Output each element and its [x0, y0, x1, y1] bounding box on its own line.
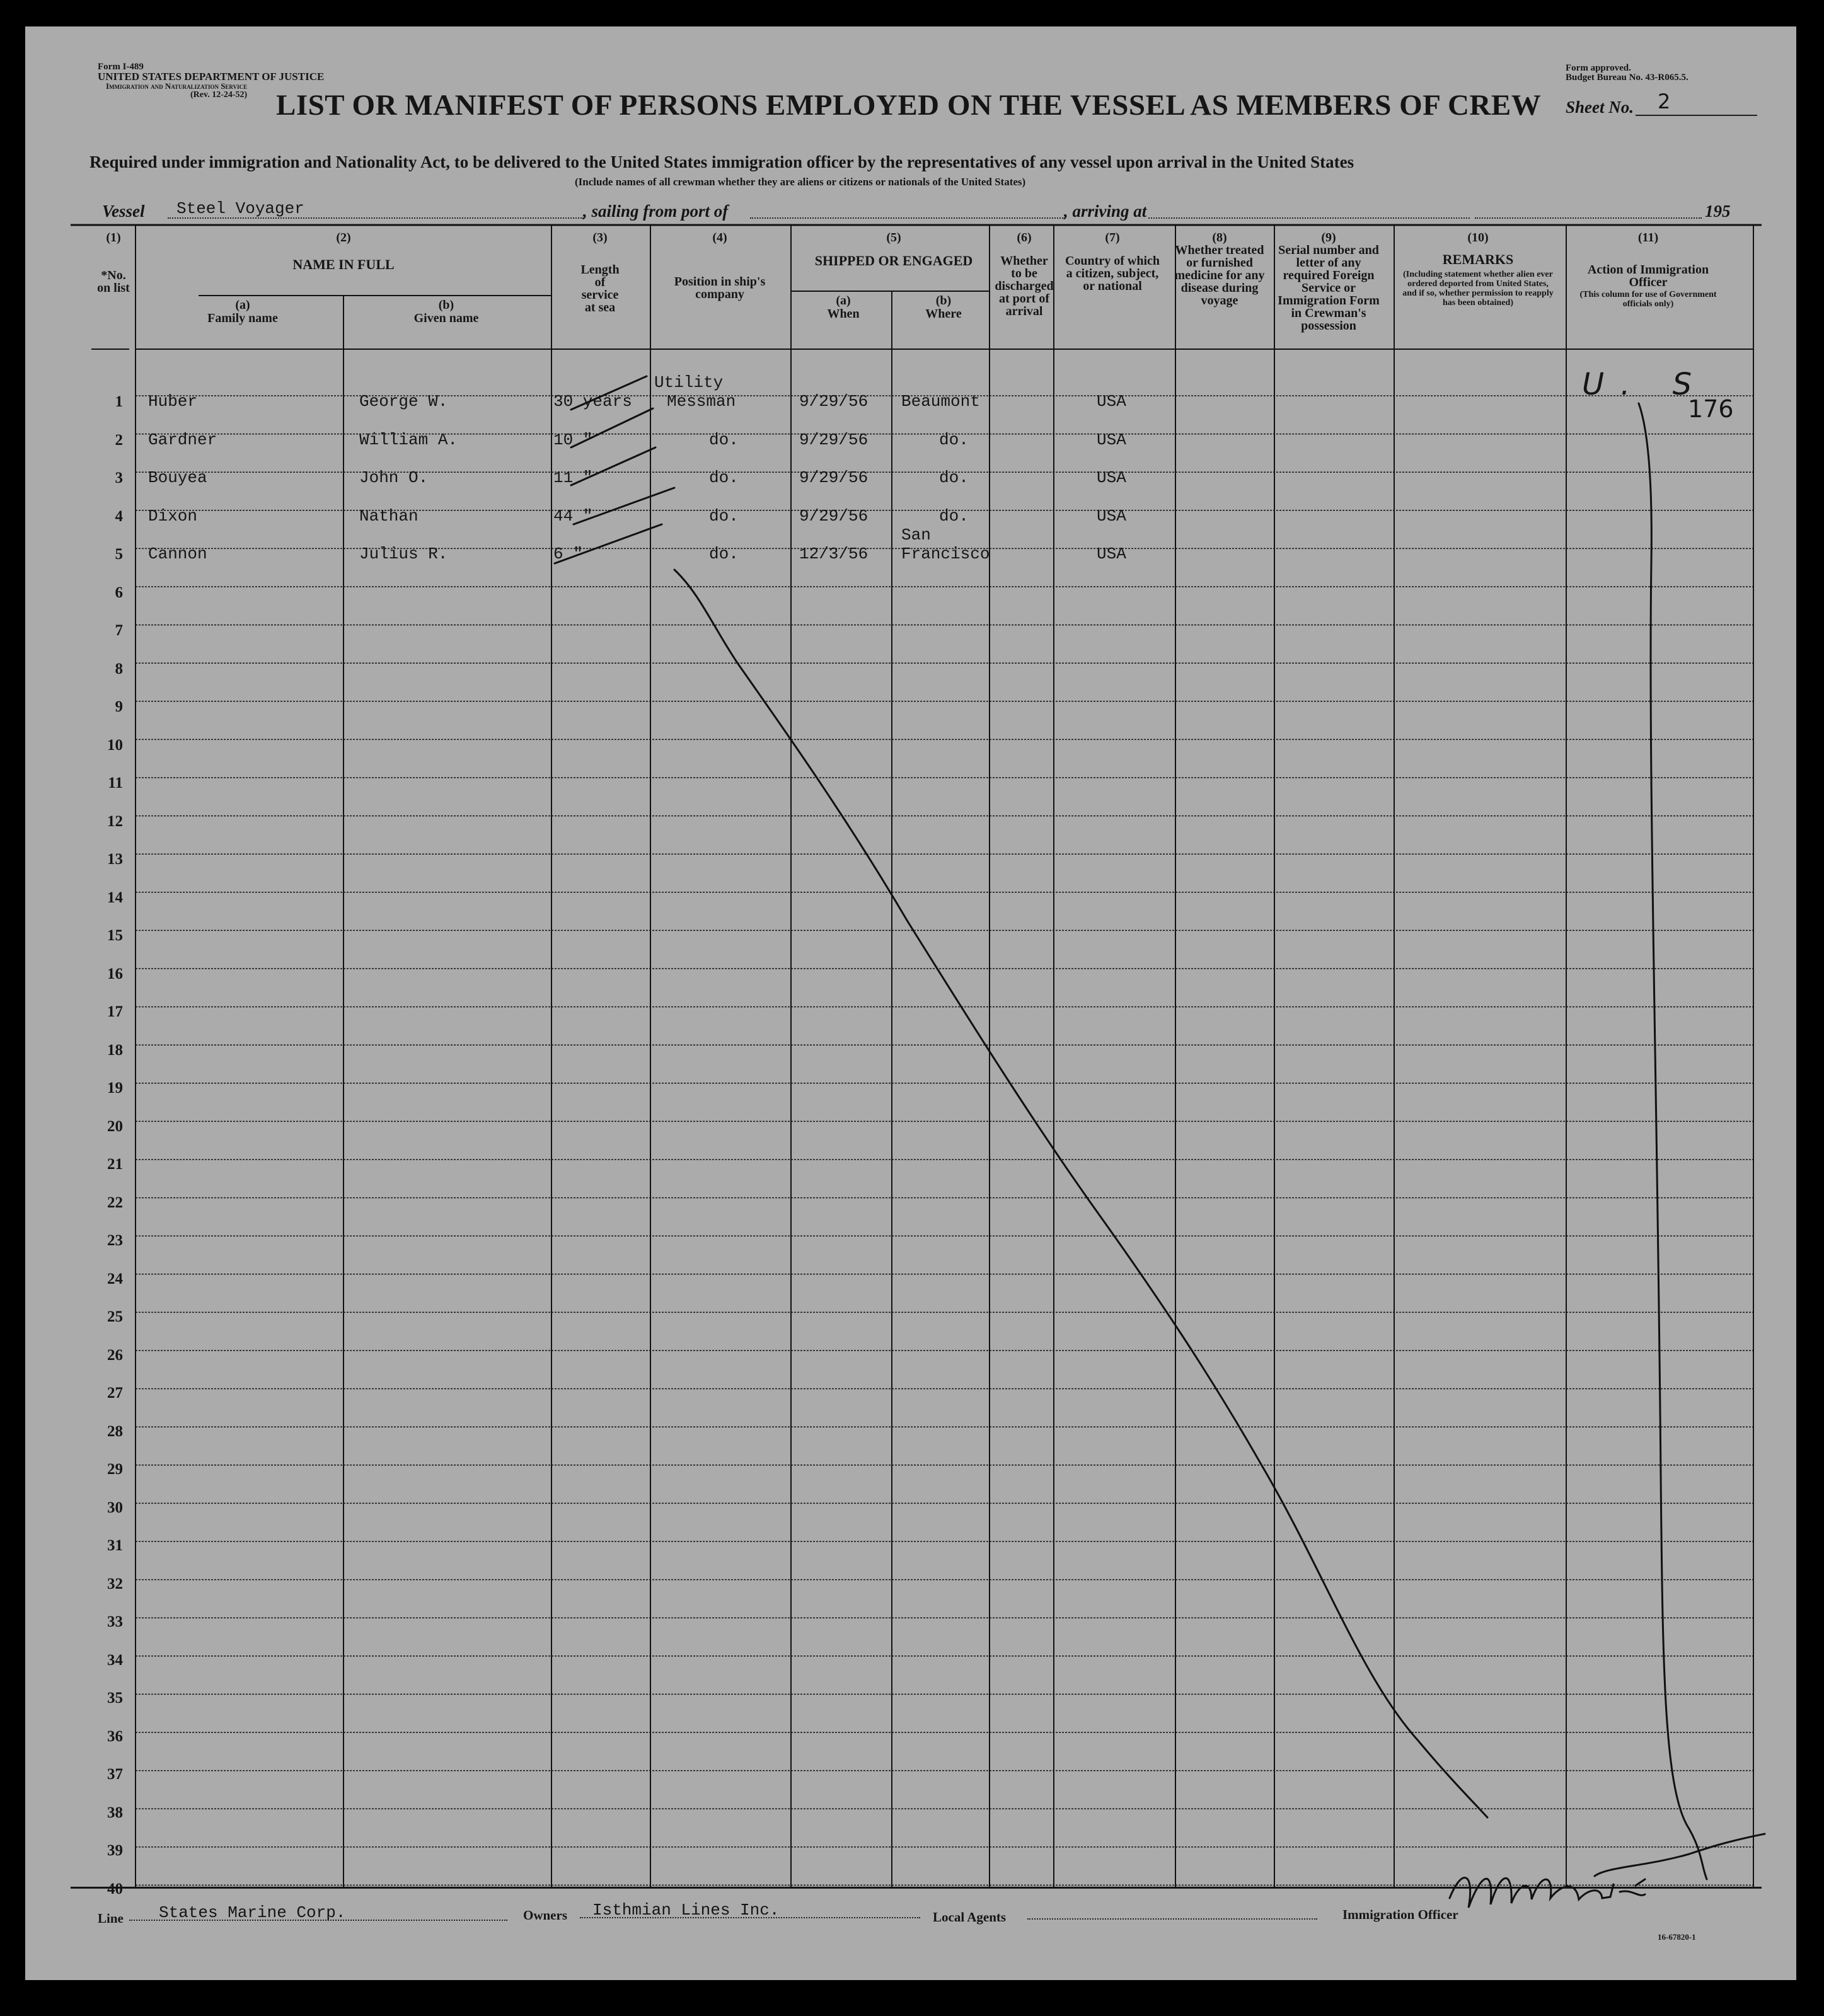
- given-name: William A.: [359, 430, 458, 449]
- row-number: 1: [115, 393, 123, 410]
- family-name: Huber: [148, 392, 198, 411]
- row-number: 38: [107, 1804, 123, 1821]
- row-number: 33: [107, 1613, 123, 1630]
- shipped-where-line1: San: [901, 526, 931, 544]
- shipped-when: 12/3/56: [799, 544, 869, 563]
- col4-header: Position in ship's company: [674, 275, 766, 301]
- col5b-header: Where: [925, 307, 962, 321]
- budget-number: Budget Bureau No. 43-R065.5.: [1566, 72, 1688, 83]
- row-number: 19: [107, 1080, 123, 1097]
- row-number: 10: [107, 737, 123, 754]
- col6-header: Whether to be discharged at port of arrival: [995, 254, 1054, 318]
- arriving-at-label: , arriving at: [1064, 202, 1147, 221]
- row-number: 11: [108, 775, 123, 792]
- row-number: 37: [107, 1766, 123, 1783]
- row-number: 7: [115, 622, 123, 639]
- col2a-header: Family name: [207, 311, 278, 325]
- row-number: 5: [115, 546, 123, 563]
- row-number: 36: [107, 1728, 123, 1745]
- col7-number: (7): [1105, 231, 1120, 245]
- officer-bracket-line: [1639, 403, 1707, 1879]
- row-number: 17: [107, 1003, 123, 1020]
- family-name: Cannon: [148, 544, 207, 563]
- row-number: 39: [107, 1842, 123, 1859]
- service-strike-1: [571, 376, 647, 410]
- col2-number: (2): [336, 231, 351, 245]
- row-number: 34: [107, 1652, 123, 1669]
- service-length: 44 ": [553, 507, 593, 526]
- col2-header: NAME IN FULL: [292, 256, 395, 272]
- row-number: 26: [107, 1347, 123, 1364]
- row-number: 22: [107, 1194, 123, 1211]
- col4-number: (4): [712, 231, 727, 245]
- row-number: 21: [107, 1156, 123, 1173]
- row-number: 14: [107, 889, 123, 906]
- position: do.: [709, 430, 739, 449]
- print-code: 16-67820-1: [1658, 1932, 1696, 1942]
- row-number: 23: [107, 1232, 123, 1249]
- position: do.: [709, 544, 739, 563]
- row-number: 6: [115, 584, 123, 601]
- form-revision: (Rev. 12-24-52): [190, 90, 248, 100]
- position: do.: [709, 507, 739, 526]
- position-line1: Utility: [654, 373, 724, 392]
- row-number: 16: [107, 965, 123, 982]
- col3-number: (3): [592, 231, 608, 245]
- row-number: 24: [107, 1270, 123, 1287]
- col5a-number: (a): [836, 294, 851, 308]
- given-name: Nathan: [359, 507, 418, 526]
- col5-number: (5): [886, 231, 901, 245]
- country: USA: [1097, 544, 1126, 563]
- col5-header: SHIPPED OR ENGAGED: [814, 253, 973, 268]
- shipped-where: Beaumont: [901, 392, 980, 411]
- officer-signature: [1437, 1829, 1777, 1923]
- position: do.: [709, 468, 739, 487]
- owners-label: Owners: [523, 1908, 567, 1923]
- line-label: Line: [98, 1911, 124, 1926]
- sheet-number-label: Sheet No.: [1566, 98, 1634, 117]
- row-number: 31: [107, 1537, 123, 1554]
- col9-header: Serial number and letter of any required Foreign Service or Immigration Form in Crewman's possession: [1278, 243, 1380, 333]
- service-strike-4: [574, 488, 674, 524]
- col1-number: (1): [106, 231, 121, 245]
- page-title: LIST OR MANIFEST OF PERSONS EMPLOYED ON THE VESSEL AS MEMBERS OF CREW: [276, 89, 1542, 122]
- col10-number: (10): [1467, 231, 1489, 245]
- owners-value: Isthmian Lines Inc.: [592, 1901, 780, 1920]
- given-name: George W.: [359, 392, 448, 411]
- col10-note: (Including statement whether alien ever ordered deported from United States, and if so, whether permission to reapply has been obtained): [1402, 270, 1554, 308]
- given-name: John O.: [359, 468, 429, 487]
- service-length: 10 ": [553, 430, 593, 449]
- family-name: Gardner: [148, 430, 217, 449]
- row-number: 28: [107, 1423, 123, 1440]
- col11-number: (11): [1637, 231, 1659, 245]
- shipped-where: do.: [939, 430, 969, 449]
- crew-count: 176: [1688, 395, 1734, 423]
- row-number: 25: [107, 1308, 123, 1325]
- row-number: 12: [107, 813, 123, 830]
- row-number: 4: [115, 508, 123, 525]
- col2b-header: Given name: [413, 311, 479, 325]
- form-number: Form I-489: [98, 62, 144, 72]
- col8-header: Whether treated or furnished medicine for any disease during voyage: [1174, 243, 1265, 308]
- row-number: 2: [115, 432, 123, 449]
- shipped-when: 9/29/56: [799, 507, 869, 526]
- row-number: 40: [107, 1881, 123, 1898]
- row-number: 32: [107, 1575, 123, 1593]
- shipped-when: 9/29/56: [799, 468, 869, 487]
- immigration-officer-label: Immigration Officer: [1342, 1907, 1458, 1922]
- service-strike-3: [571, 447, 655, 485]
- position: Messman: [667, 392, 736, 411]
- shipped-where: do.: [939, 507, 969, 526]
- service-name: Immigration and Naturalization Service: [106, 81, 248, 91]
- manifest-sheet: [25, 26, 1796, 1980]
- col1-header: *No. on list: [97, 268, 130, 295]
- col10-header: REMARKS: [1442, 251, 1514, 267]
- col2b-number: (b): [438, 298, 454, 312]
- col7-header: Country of which a citizen, subject, or national: [1065, 254, 1160, 293]
- line-value: States Marine Corp.: [159, 1903, 346, 1922]
- row-number: 27: [107, 1385, 123, 1402]
- year-prefix: 195: [1705, 202, 1731, 221]
- family-name: Bouyea: [148, 468, 207, 487]
- department-name: UNITED STATES DEPARTMENT OF JUSTICE: [98, 71, 325, 83]
- service-length: 11 ": [553, 468, 593, 487]
- row-number: 30: [107, 1499, 123, 1516]
- given-name: Julius R.: [359, 544, 448, 563]
- vessel-name: Steel Voyager: [176, 199, 304, 218]
- col5a-header: When: [827, 307, 860, 321]
- country: USA: [1097, 392, 1126, 411]
- local-agents-underline: [1027, 1918, 1317, 1920]
- row-number: 20: [107, 1118, 123, 1135]
- row-number: 3: [115, 469, 123, 487]
- col9-number: (9): [1321, 231, 1336, 245]
- vessel-label: Vessel: [102, 202, 145, 221]
- row-number: 29: [107, 1461, 123, 1478]
- col5b-number: (b): [935, 294, 952, 308]
- form-approved: Form approved.: [1566, 63, 1631, 73]
- col3-header: Length of service at sea: [580, 263, 620, 314]
- row-number: 15: [107, 927, 123, 944]
- shipped-where: Francisco: [901, 544, 990, 563]
- col6-number: (6): [1017, 231, 1032, 245]
- sheet-number: 2: [1658, 89, 1671, 113]
- line-underline: [129, 1920, 507, 1921]
- col8-number: (8): [1212, 231, 1227, 245]
- family-name: Dixon: [148, 507, 198, 526]
- row-number: 18: [107, 1042, 123, 1059]
- form-note: (Include names of all crewman whether they are aliens or citizens or nationals of the United States): [575, 176, 1026, 188]
- shipped-when: 9/29/56: [799, 392, 869, 411]
- service-strike-5: [555, 524, 662, 563]
- officer-mark: U. S: [1582, 367, 1709, 402]
- col11-note: (This column for use of Government officials only): [1579, 290, 1717, 309]
- owners-underline: [580, 1917, 920, 1918]
- service-strike-2: [571, 408, 653, 447]
- handwritten-strokes: [25, 26, 1796, 1980]
- country: USA: [1097, 430, 1126, 449]
- country: USA: [1097, 468, 1126, 487]
- sailing-from-label: , sailing from port of: [583, 202, 729, 221]
- country: USA: [1097, 507, 1126, 526]
- row-number: 8: [115, 660, 123, 677]
- row-number: 13: [107, 851, 123, 868]
- shipped-where: do.: [939, 468, 969, 487]
- shipped-when: 9/29/56: [799, 430, 869, 449]
- void-diagonal-line: [674, 570, 1487, 1817]
- local-agents-label: Local Agents: [933, 1909, 1007, 1925]
- service-length: 30 years: [553, 392, 632, 411]
- row-number: 9: [115, 698, 123, 715]
- col11-header: Action of Immigration Officer: [1587, 263, 1709, 289]
- form-subtitle: Required under immigration and Nationality Act, to be delivered to the United States immigration officer by the representatives of any vessel upon arrival in the United States: [89, 153, 1354, 171]
- row-number: 35: [107, 1690, 123, 1707]
- col2a-number: (a): [235, 298, 250, 312]
- service-length: 6 ": [553, 544, 583, 563]
